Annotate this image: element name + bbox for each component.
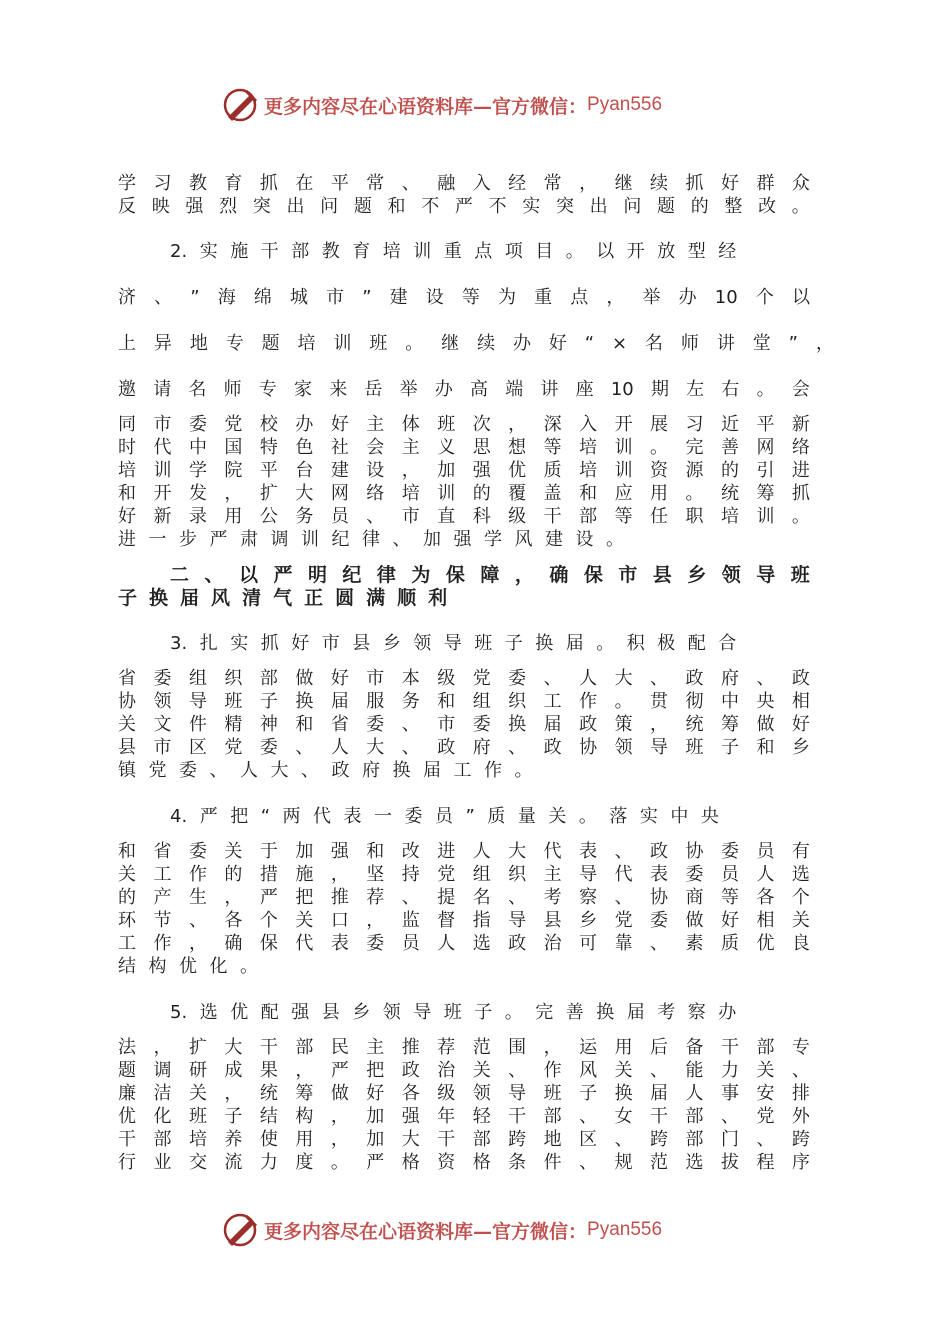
text-line: 关 文 件 精 神 和 省 委 、 市 委 换 届 政 策 ， 统 筹 做 好 (118, 714, 810, 735)
text-line: 进 一 步 严 肃 调 训 纪 律 、 加 强 学 风 建 设 。 (118, 529, 624, 550)
text-line: 3. 扎 实 抓 好 市 县 乡 领 导 班 子 换 届 。 积 极 配 合 (170, 633, 737, 654)
text-line: 协 领 导 班 子 换 届 服 务 和 组 织 工 作 。 贯 彻 中 央 相 (118, 691, 810, 712)
text-line: 和 开 发 ， 扩 大 网 络 培 训 的 覆 盖 和 应 用 。 统 筹 抓 (118, 483, 810, 504)
text-line: 5. 选 优 配 强 县 乡 领 导 班 子 。 完 善 换 届 考 察 办 (170, 1002, 737, 1023)
watermark-banner-top (220, 83, 740, 127)
text-line: 好 新 录 用 公 务 员 、 市 直 科 级 干 部 等 任 职 培 训 。 (118, 506, 810, 527)
text-line: 题 调 研 成 果 ， 严 把 政 治 关 、 作 风 关 、 能 力 关 、 (118, 1060, 810, 1081)
text-line: 廉 洁 关 ， 统 筹 做 好 各 级 领 导 班 子 换 届 人 事 安 排 (118, 1083, 810, 1104)
text-line: 2. 实 施 干 部 教 育 培 训 重 点 项 目 。 以 开 放 型 经 (170, 241, 737, 262)
text-line: 关 工 作 的 措 施 ， 坚 持 党 组 织 主 导 代 表 委 员 人 选 (118, 864, 810, 885)
banner-text: 更多内容尽在心语资料库—官方微信： (264, 1220, 588, 1243)
text-line: 时 代 中 国 特 色 社 会 主 义 思 想 等 培 训 。 完 善 网 络 (118, 437, 810, 458)
text-line: 反 映 强 烈 突 出 问 题 和 不 严 不 实 突 出 问 题 的 整 改 。 (118, 196, 810, 217)
section-heading-line: 子 换 届 风 清 气 正 圆 满 顺 利 (118, 587, 448, 609)
text-line: 学 习 教 育 抓 在 平 常 、 融 入 经 常 ， 继 续 抓 好 群 众 (118, 173, 810, 194)
text-line: 镇 党 委 、 人 大 、 政 府 换 届 工 作 。 (118, 760, 533, 781)
text-line: 济 、 ” 海 绵 城 市 ” 建 设 等 为 重 点 ， 举 办 10 个 以 (118, 287, 810, 308)
text-line: 省 委 组 织 部 做 好 市 本 级 党 委 、 人 大 、 政 府 、 政 (118, 668, 810, 689)
pen-nib-icon (220, 85, 260, 125)
text-line: 工 作 ， 确 保 代 表 委 员 人 选 政 治 可 靠 、 素 质 优 良 (118, 933, 810, 954)
text-line: 4. 严 把 “ 两 代 表 一 委 员 ” 质 量 关 。 落 实 中 央 (170, 806, 719, 827)
text-line: 行 业 交 流 力 度 。 严 格 资 格 条 件 、 规 范 选 拔 程 序 (118, 1152, 810, 1173)
section-heading-line: 二 、 以 严 明 纪 律 为 保 障 ， 确 保 市 县 乡 领 导 班 (170, 564, 810, 586)
banner-text: 更多内容尽在心语资料库—官方微信： (264, 95, 588, 118)
text-line: 同 市 委 党 校 办 好 主 体 班 次 ， 深 入 开 展 习 近 平 新 (118, 414, 810, 435)
banner-wechat-id: Pyan556 (587, 94, 663, 115)
text-line: 培 训 学 院 平 台 建 设 ， 加 强 优 质 培 训 资 源 的 引 进 (118, 460, 810, 481)
text-line: 环 节 、 各 个 关 口 ， 监 督 指 导 县 乡 党 委 做 好 相 关 (118, 910, 810, 931)
text-line: 法 ， 扩 大 干 部 民 主 推 荐 范 围 ， 运 用 后 备 干 部 专 (118, 1037, 810, 1058)
banner-wechat-id: Pyan556 (587, 1219, 663, 1240)
watermark-banner-bottom (220, 1208, 740, 1252)
text-line: 邀 请 名 师 专 家 来 岳 举 办 高 端 讲 座 10 期 左 右 。 会 (118, 379, 810, 400)
text-line: 和 省 委 关 于 加 强 和 改 进 人 大 代 表 、 政 协 委 员 有 (118, 841, 810, 862)
text-line: 县 市 区 党 委 、 人 大 、 政 府 、 政 协 领 导 班 子 和 乡 (118, 737, 810, 758)
text-line: 干 部 培 养 使 用 ， 加 大 干 部 跨 地 区 、 跨 部 门 、 跨 (118, 1129, 810, 1150)
text-line: 上 异 地 专 题 培 训 班 。 继 续 办 好 “ × 名 师 讲 堂 ” ， (118, 333, 834, 354)
pen-nib-icon (220, 1210, 260, 1250)
text-line: 优 化 班 子 结 构 ， 加 强 年 轻 干 部 、 女 干 部 、 党 外 (118, 1106, 810, 1127)
text-line: 结 构 优 化 。 (118, 956, 258, 977)
text-line: 的 产 生 ， 严 把 推 荐 、 提 名 、 考 察 、 协 商 等 各 个 (118, 887, 810, 908)
